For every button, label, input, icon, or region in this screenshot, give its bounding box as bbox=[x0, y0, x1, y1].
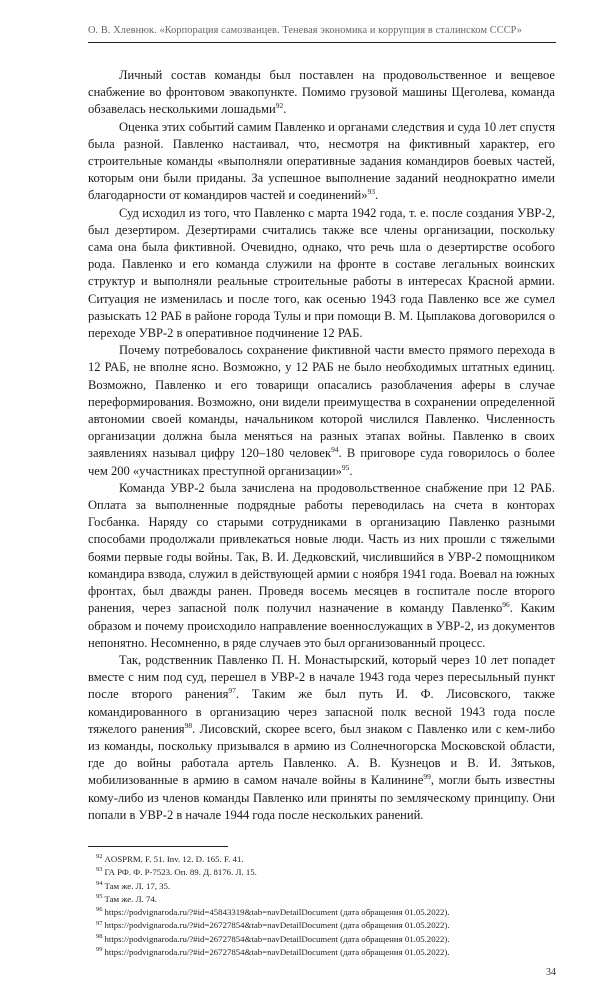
footnote-number: 94 bbox=[96, 879, 103, 887]
footnote-ref[interactable]: 96 bbox=[502, 600, 510, 610]
footnote-ref[interactable]: 99 bbox=[423, 772, 431, 782]
footnote-number: 96 bbox=[96, 906, 103, 914]
footnote-number: 97 bbox=[96, 919, 103, 927]
body-text bbox=[88, 67, 555, 824]
footnote bbox=[96, 919, 556, 932]
footnote bbox=[96, 933, 556, 946]
paragraph-text: , могли быть известны кому-либо из членов команды Павленко или приняты по земляческому принципу. Они попали в УВР-2 в начале 1944 года после нескольких ранений. bbox=[88, 773, 555, 822]
footnote-ref[interactable]: 98 bbox=[184, 720, 193, 730]
paragraph-text: . bbox=[283, 102, 287, 117]
paragraph-text: Личный состав команды был поставлен на продовольственное и вещевое снабжение во фронтовом эвакопункте. Помимо грузовой машины Щеголева, команда обзавелась несколькими лошадьми bbox=[88, 68, 555, 117]
paragraph bbox=[88, 652, 555, 824]
footnote-ref[interactable]: 95 bbox=[341, 462, 350, 472]
paragraph-text: . Каким образом и почему происходило направление военнослужащих в УВР-2, из документов непонятно. Несомненно, в ряде случаев это был организованный процесс. bbox=[88, 601, 555, 650]
paragraph-text: Суд исходил из того, что Павленко с марта 1942 года, т. е. после создания УВР-2, был дезертиром. Дезертирами считались также все члены организации, поскольку сама она была фиктивной. Очевидно, однако, что речь шла о дезертирстве особого рода. Павленко и его команда служили на фронте в составе легальных воинских структур и выполняли реальные строительные работы в интересах Красной армии. Ситуация не изменилась и после того, как осенью 1943 года Павленко все же сумел разыскать 12 РАБ в районе города Тулы и при помощи В. М. Цыплакова договорился о переходе УВР-2 в оперативное подчинение 12 РАБ. bbox=[88, 205, 555, 341]
paragraph-text: Оценка этих событий самим Павленко и органами следствия и суда 10 лет спустя была разной. Павленко настаивал, что, несмотря на фиктивный характер, его строительные команды «выполняли оперативные задания командиров боевых частей, которым они были приданы. За успешное выполнение заданий неоднократно имели благодарности от командиров частей и соединений» bbox=[88, 119, 555, 203]
footnote-number: 99 bbox=[96, 946, 103, 954]
paragraph-text: . bbox=[349, 463, 353, 478]
footnote-text: https://podvignaroda.ru/?#id=26727854&tab=navDetailDocument (дата обращения 01.05.2022). bbox=[104, 933, 450, 944]
paragraph bbox=[88, 480, 555, 652]
running-header: О. В. Хлевнюк. «Корпорация самозванцев. Теневая экономика и коррупция в сталинском СССР» bbox=[88, 24, 556, 43]
footnote-ref[interactable]: 94 bbox=[331, 445, 339, 455]
paragraph bbox=[88, 342, 555, 480]
footnote-number: 92 bbox=[96, 853, 103, 861]
paragraph-text: . Таким же был путь И. Ф. Лисовского, также командированного в организацию через запасной полк весной 1943 года после тяжелого ранения bbox=[88, 687, 555, 736]
paragraph-text: . Лисовский, скорее всего, был знаком с Павленко или с кем-либо из команды, поскольку призывался в армию из Солнечногорска Московской области, где до войны работала артель Павленко. А. В. Кузнецов и В. И. Зятьков, мобилизованные в армию в самом начале войны в Калинине bbox=[88, 721, 556, 788]
paragraph-text: . bbox=[375, 188, 379, 203]
footnote bbox=[96, 866, 556, 879]
paragraph-text: Почему потребовалось сохранение фиктивной части вместо прямого перехода в 12 РАБ, не вполне ясно. Возможно, у 12 РАБ не было необходимых штатных единиц. Возможно, Павленко и его товарищи опасались разоблачения аферы в случае переформирования. Возможно, они видели преимущества в сохранении определенной автономии своей команды, начальником которой числился Павленко. Численность организации должна была меняться на разных этапах войны. Павленко в своих заявлениях называл цифру 120–180 человек bbox=[88, 343, 555, 461]
paragraph bbox=[88, 119, 555, 205]
footnote-text: https://podvignaroda.ru/?#id=26727854&tab=navDetailDocument (дата обращения 01.05.2022). bbox=[104, 920, 450, 931]
footnotes bbox=[88, 853, 556, 959]
footnote-text: Там же. Л. 74. bbox=[104, 893, 157, 904]
page-number: 34 bbox=[546, 967, 556, 979]
footnote-ref[interactable]: 92 bbox=[275, 101, 284, 111]
footnote bbox=[96, 853, 556, 866]
footnote-text: AOSPRM. F. 51. Inv. 12. D. 165. F. 41. bbox=[104, 853, 244, 864]
paragraph-text: Так, родственник Павленко П. Н. Монастырский, который через 10 лет попадет вместе с ним под суд, перешел в УВР-2 в начале 1943 года через пересыльный пункт после второго ранения bbox=[88, 652, 555, 702]
footnote bbox=[96, 880, 556, 893]
footnote-number: 93 bbox=[96, 866, 103, 874]
paragraph bbox=[88, 67, 555, 119]
footnote-ref[interactable]: 97 bbox=[228, 686, 236, 696]
paragraph-text: . В приговоре суда говорилось о более чем 200 «участниках преступной организации» bbox=[88, 446, 555, 478]
footnote-number: 95 bbox=[96, 892, 103, 900]
footnote-text: https://podvignaroda.ru/?#id=45843319&tab=navDetailDocument (дата обращения 01.05.2022). bbox=[104, 907, 450, 918]
footnote bbox=[96, 946, 556, 959]
footnote-number: 98 bbox=[96, 932, 103, 940]
footnote-text: ГА РФ. Ф. Р-7523. Оп. 89. Д. 8176. Л. 15. bbox=[104, 867, 257, 878]
footnote bbox=[96, 893, 556, 906]
paragraph bbox=[88, 205, 555, 343]
footnote-text: Там же. Л. 17, 35. bbox=[104, 880, 171, 891]
paragraph-text: Команда УВР-2 была зачислена на продовольственное снабжение при 12 РАБ. Оплата за выполненные подрядные работы переводилась на счета в конторах Госбанка. Наряду со старыми сотрудниками в организацию Павленко разными способами продолжали привлекаться новые люди. Часть из них прошли с тяжелыми боями первые годы войны. Так, В. И. Дедковский, числившийся в УВР-2 помощником командира взвода, служил в действующей армии с ноября 1941 года. Воевал на южных фронтах, был дважды ранен. Проведя восемь месяцев в госпитале после второго ранения, через запасной полк получил назначение в команду Павленко bbox=[88, 480, 555, 616]
footnote-separator bbox=[88, 846, 228, 847]
footnote-text: https://podvignaroda.ru/?#id=26727854&tab=navDetailDocument (дата обращения 01.05.2022). bbox=[104, 947, 450, 958]
footnote-ref[interactable]: 93 bbox=[367, 187, 376, 197]
footnote bbox=[96, 906, 556, 919]
